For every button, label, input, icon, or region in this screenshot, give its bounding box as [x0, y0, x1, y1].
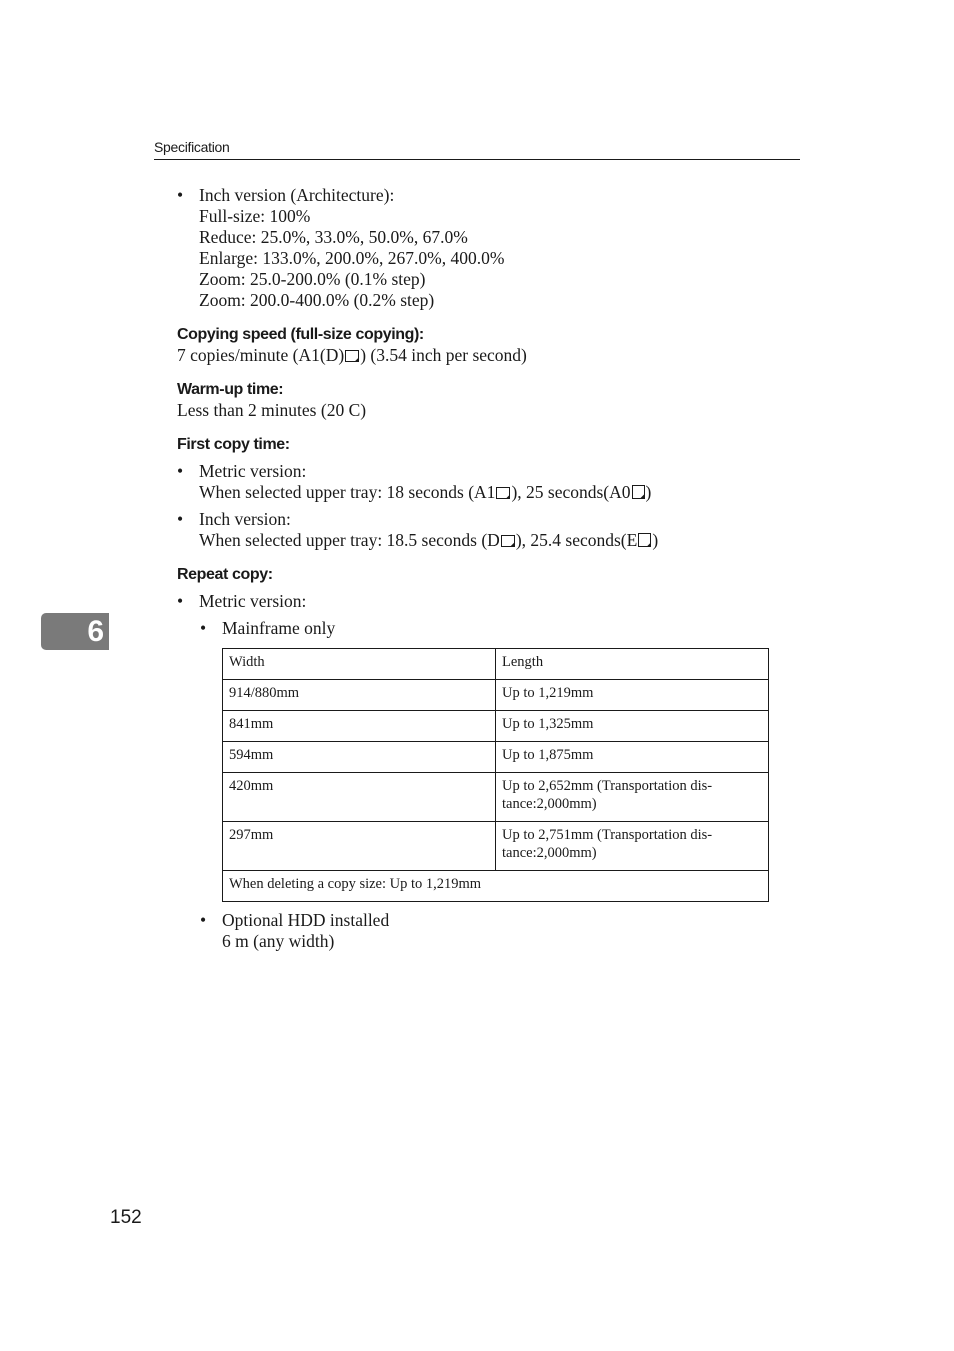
item-line: Zoom: 25.0-200.0% (0.1% step): [199, 269, 426, 289]
table-cell: 594mm: [223, 742, 496, 773]
running-header: [154, 139, 800, 160]
item-line: Enlarge: 133.0%, 200.0%, 267.0%, 400.0%: [199, 248, 505, 268]
landscape-orientation-icon: [345, 350, 359, 362]
page-number: 152: [110, 1207, 142, 1228]
item-line: Reduce: 25.0%, 33.0%, 50.0%, 67.0%: [199, 227, 468, 247]
section-title: Specification: [154, 139, 230, 155]
text-part: 7 copies/minute (A1(D): [177, 345, 345, 365]
text-part: ): [652, 530, 659, 550]
table-footer-row: [223, 871, 769, 902]
cell-line: Up to 2,652mm (Transportation dis-: [502, 778, 713, 794]
chapter-tab: [41, 613, 109, 650]
first-copy-metric-item: [177, 461, 777, 503]
page-content: [177, 185, 777, 952]
table-cell: [496, 773, 769, 822]
table-cell: [496, 822, 769, 871]
text-part: ), 25 seconds(A0: [511, 482, 631, 502]
table-cell: Up to 1,325mm: [496, 711, 769, 742]
first-copy-inch-item: [177, 509, 777, 551]
item-line: [199, 530, 777, 551]
warmup-heading: Warm-up time:: [177, 381, 284, 398]
item-line: [199, 482, 777, 503]
bullet: •: [177, 185, 184, 205]
chapter-number: 6: [87, 615, 104, 648]
landscape-orientation-icon: [496, 487, 510, 499]
portrait-orientation-icon: [632, 485, 645, 499]
repeat-copy-heading: Repeat copy:: [177, 566, 273, 583]
table-cell: 841mm: [223, 711, 496, 742]
item-line: Zoom: 200.0-400.0% (0.2% step): [199, 290, 435, 310]
item-title: Inch version (Architecture):: [199, 185, 395, 205]
inch-architecture-item: [177, 185, 777, 311]
item-title: Inch version:: [199, 509, 291, 529]
table-cell: Up to 1,219mm: [496, 680, 769, 711]
bullet: •: [177, 509, 184, 529]
item-title: Optional HDD installed: [222, 910, 390, 930]
portrait-orientation-icon: [638, 533, 651, 547]
table-cell: Up to 1,875mm: [496, 742, 769, 773]
text-part: ) (3.54 inch per second): [360, 345, 527, 365]
item-line: Full-size: 100%: [199, 206, 311, 226]
hdd-item: [200, 910, 777, 952]
mainframe-item: [200, 618, 777, 639]
table-row: [223, 680, 769, 711]
text-part: ): [645, 482, 652, 502]
table-row: [223, 711, 769, 742]
text-part: When selected upper tray: 18 seconds (A1: [199, 482, 496, 502]
repeat-copy-metric-item: [177, 591, 777, 612]
warmup-text: Less than 2 minutes (20 C): [177, 400, 367, 420]
text-part: ), 25.4 seconds(E: [515, 530, 638, 550]
cell-line: tance:2,000mm): [502, 845, 597, 861]
item-line: 6 m (any width): [222, 931, 335, 951]
item-title: Metric version:: [199, 591, 307, 611]
table-header-row: [223, 649, 769, 680]
copying-speed-heading: Copying speed (full-size copying):: [177, 326, 424, 343]
table-header-cell: Width: [223, 649, 496, 680]
table-footer-cell: When deleting a copy size: Up to 1,219mm: [223, 871, 769, 902]
text-part: When selected upper tray: 18.5 seconds (D: [199, 530, 500, 550]
cell-line: Up to 2,751mm (Transportation dis-: [502, 827, 713, 843]
cell-line: tance:2,000mm): [502, 796, 597, 812]
landscape-orientation-icon: [501, 535, 515, 547]
bullet: •: [200, 618, 207, 638]
bullet: •: [177, 461, 184, 481]
table-row: [223, 773, 769, 822]
item-title: Metric version:: [199, 461, 307, 481]
table-row: [223, 822, 769, 871]
table-row: [223, 742, 769, 773]
bullet: •: [177, 591, 184, 611]
item-title: Mainframe only: [222, 618, 336, 638]
table-cell: 914/880mm: [223, 680, 496, 711]
first-copy-heading: First copy time:: [177, 436, 290, 453]
copying-speed-text: [177, 345, 777, 366]
table-cell: 297mm: [223, 822, 496, 871]
bullet: •: [200, 910, 207, 930]
table-cell: 420mm: [223, 773, 496, 822]
table-header-cell: Length: [496, 649, 769, 680]
repeat-copy-table: [222, 648, 769, 902]
